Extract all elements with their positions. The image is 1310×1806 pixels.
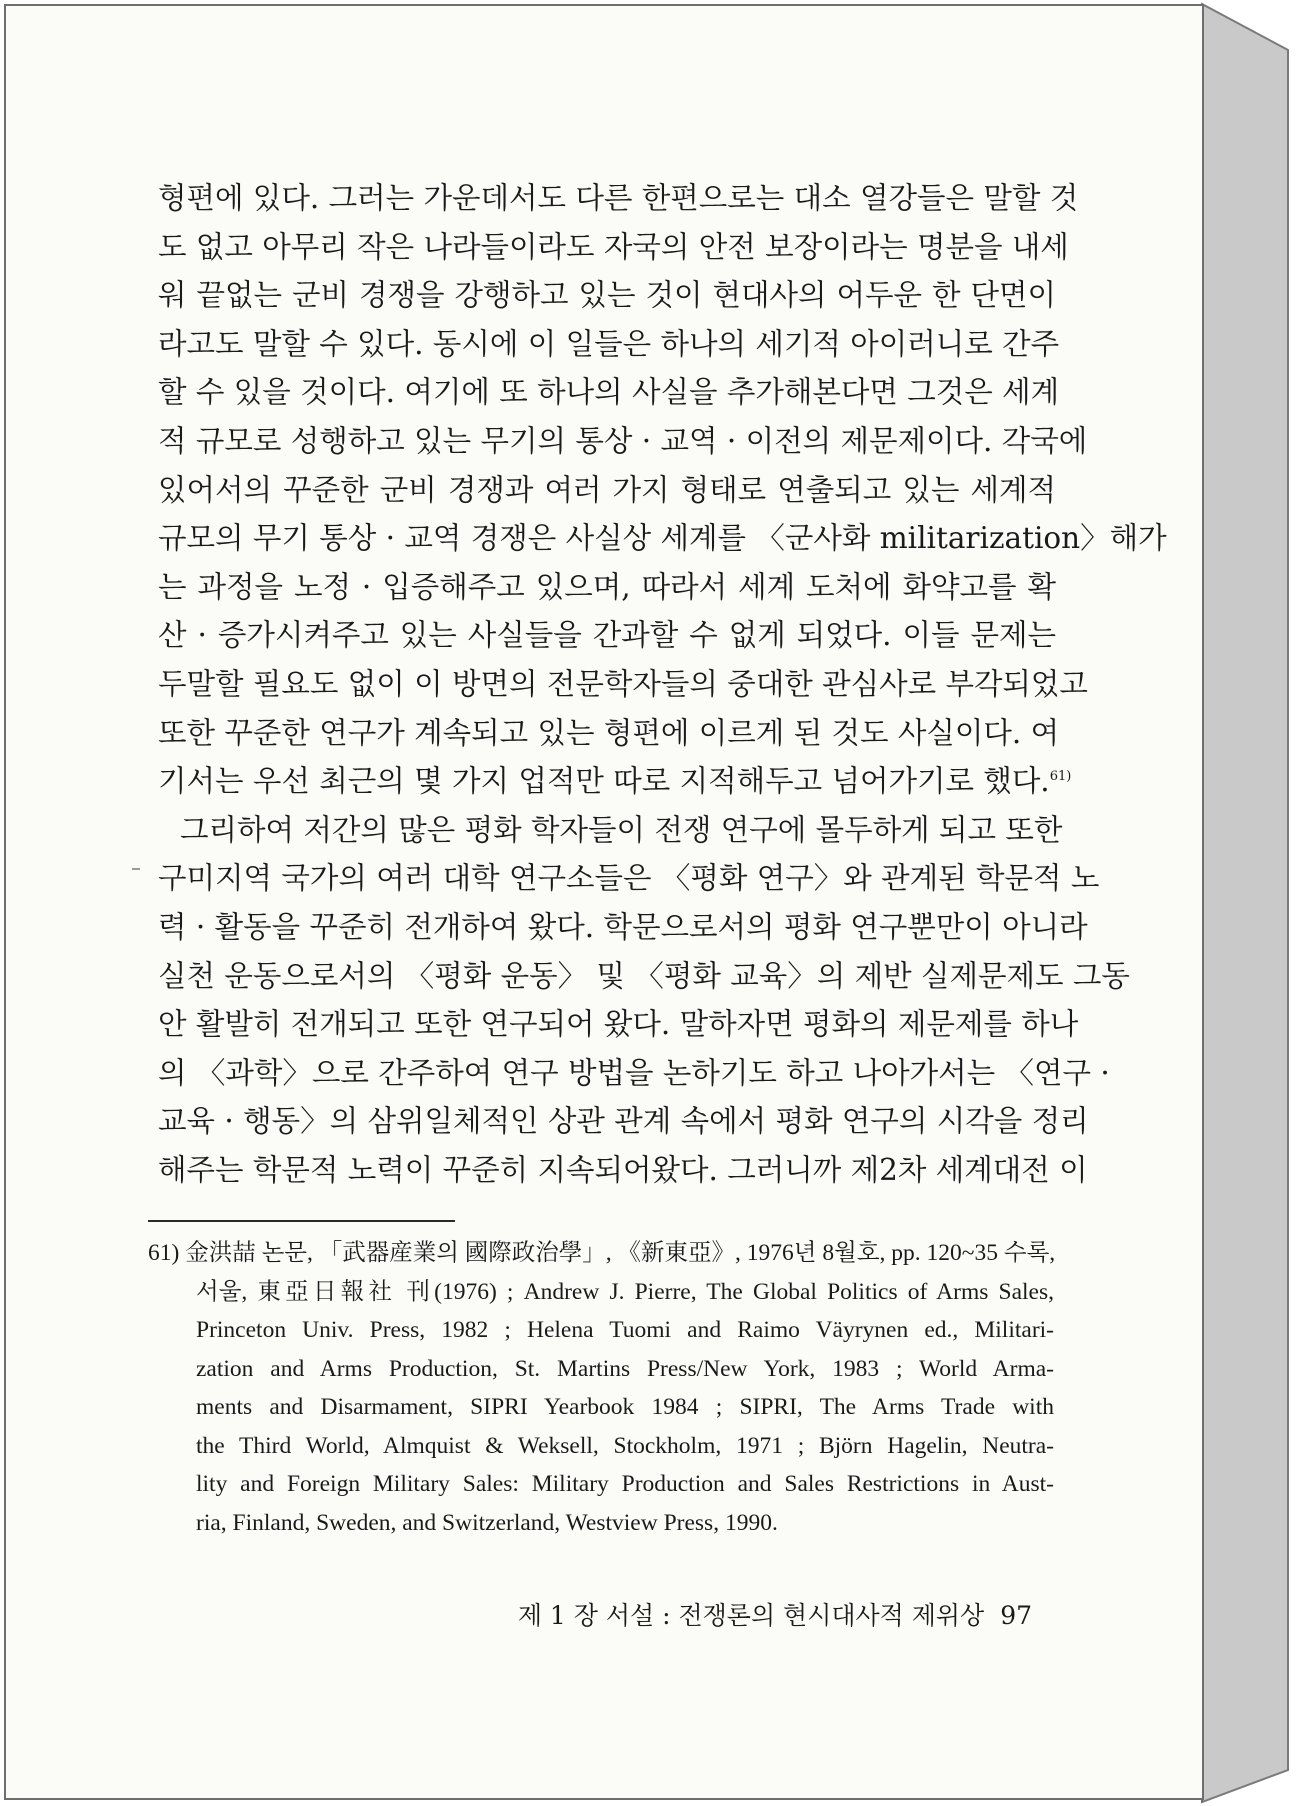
body-line: 실천 운동으로서의 〈평화 운동〉 및 〈평화 교육〉의 제반 실제문제도 그동	[158, 958, 1130, 993]
body-line: 적 규모로 성행하고 있는 무기의 통상 · 교역 · 이전의 제문제이다. 각국에	[158, 423, 1088, 458]
footnote-line: Princeton Univ. Press, 1982 ; Helena Tuomi and Raimo Väyrynen ed., Militari-	[196, 1317, 1054, 1343]
body-line: 해주는 학문적 노력이 꾸준히 지속되어왔다. 그러니까 제2차 세계대전 이	[158, 1152, 1088, 1187]
chapter-title: 제 1 장 서설 : 전쟁론의 현시대사적 제위상	[517, 1601, 985, 1630]
body-line: 교육 · 행동〉의 삼위일체적인 상관 관계 속에서 평화 연구의 시각을 정리	[158, 1104, 1089, 1139]
body-line: 도 없고 아무리 작은 나라들이라도 자국의 안전 보장이라는 명분을 내세	[158, 229, 1069, 264]
body-line: 안 활발히 전개되고 또한 연구되어 왔다. 말하자면 평화의 제문제를 하나	[158, 1007, 1079, 1042]
page-number: 97	[1000, 1601, 1032, 1630]
footnote-line: ments and Disarmament, SIPRI Yearbook 1984 ; SIPRI, The Arms Trade with	[196, 1394, 1054, 1420]
body-line: 구미지역 국가의 여러 대학 연구소들은 〈평화 연구〉와 관계된 학문적 노	[158, 861, 1100, 896]
footnote-line: the Third World, Almquist & Weksell, Stockholm, 1971 ; Björn Hagelin, Neutra-	[196, 1432, 1054, 1459]
book-page	[4, 4, 1204, 1800]
body-line-text: 기서는 우선 최근의 몇 가지 업적만 따로 지적해두고 넘어가기로 했다.	[158, 764, 1050, 799]
margin-mark	[132, 868, 140, 870]
body-line: 규모의 무기 통상 · 교역 경쟁은 사실상 세계를 〈군사화 militarization〉해가	[158, 521, 1167, 556]
body-line: 산 · 증가시켜주고 있는 사실들을 간과할 수 없게 되었다. 이들 문제는	[158, 618, 1056, 653]
footnote-reference[interactable]: 61)	[1049, 769, 1072, 785]
running-footer	[512, 1596, 1032, 1632]
footnote-line: lity and Foreign Military Sales: Military Production and Sales Restrictions in Aust-	[196, 1471, 1054, 1497]
book-thickness-panel	[1202, 4, 1288, 1802]
body-line: 있어서의 꾸준한 군비 경쟁과 여러 가지 형태로 연출되고 있는 세계적	[158, 472, 1056, 507]
body-line: 형편에 있다. 그러는 가운데서도 다른 한편으로는 대소 열강들은 말할 것	[158, 181, 1079, 215]
body-line: 의 〈과학〉으로 간주하여 연구 방법을 논하기도 하고 나아가서는 〈연구 ·	[158, 1055, 1110, 1090]
body-line: 력 · 활동을 꾸준히 전개하여 왔다. 학문으로서의 평화 연구뿐만이 아니라	[158, 909, 1088, 944]
body-line: 라고도 말할 수 있다. 동시에 이 일들은 하나의 세기적 아이러니로 간주	[158, 326, 1060, 361]
footnote-divider	[148, 1220, 455, 1222]
body-line-with-footnote	[158, 757, 1072, 806]
footnote-block	[148, 1234, 1054, 1542]
footnote-line: zation and Arms Production, St. Martins Press/New York, 1983 ; World Arma-	[196, 1355, 1054, 1382]
body-line: 워 끝없는 군비 경쟁을 강행하고 있는 것이 현대사의 어두운 한 단면이	[158, 278, 1056, 313]
body-line: 또한 꾸준한 연구가 계속되고 있는 형편에 이르게 된 것도 사실이다. 여	[158, 715, 1060, 750]
footnote-line: 서울, 東亞日報社 刊(1976) ; Andrew J. Pierre, The Global Politics of Arms Sales,	[196, 1278, 1054, 1305]
footnote-line: ria, Finland, Sweden, and Switzerland, Westview Press, 1990.	[196, 1509, 778, 1536]
body-line-paragraph-start: 그리하여 저간의 많은 평화 학자들이 전쟁 연구에 몰두하게 되고 또한	[180, 812, 1063, 847]
body-text	[158, 174, 1167, 1194]
body-line: 는 과정을 노정 · 입증해주고 있으며, 따라서 세계 도처에 화약고를 확	[158, 569, 1056, 604]
footnote-line: 61) 金洪喆 논문, 「武器産業의 國際政治學」, 《新東亞》, 1976년 8월호, pp. 120~35 수록,	[148, 1240, 1056, 1266]
body-line: 할 수 있을 것이다. 여기에 또 하나의 사실을 추가해본다면 그것은 세계	[158, 375, 1060, 410]
body-line: 두말할 필요도 없이 이 방면의 전문학자들의 중대한 관심사로 부각되었고	[158, 666, 1088, 701]
